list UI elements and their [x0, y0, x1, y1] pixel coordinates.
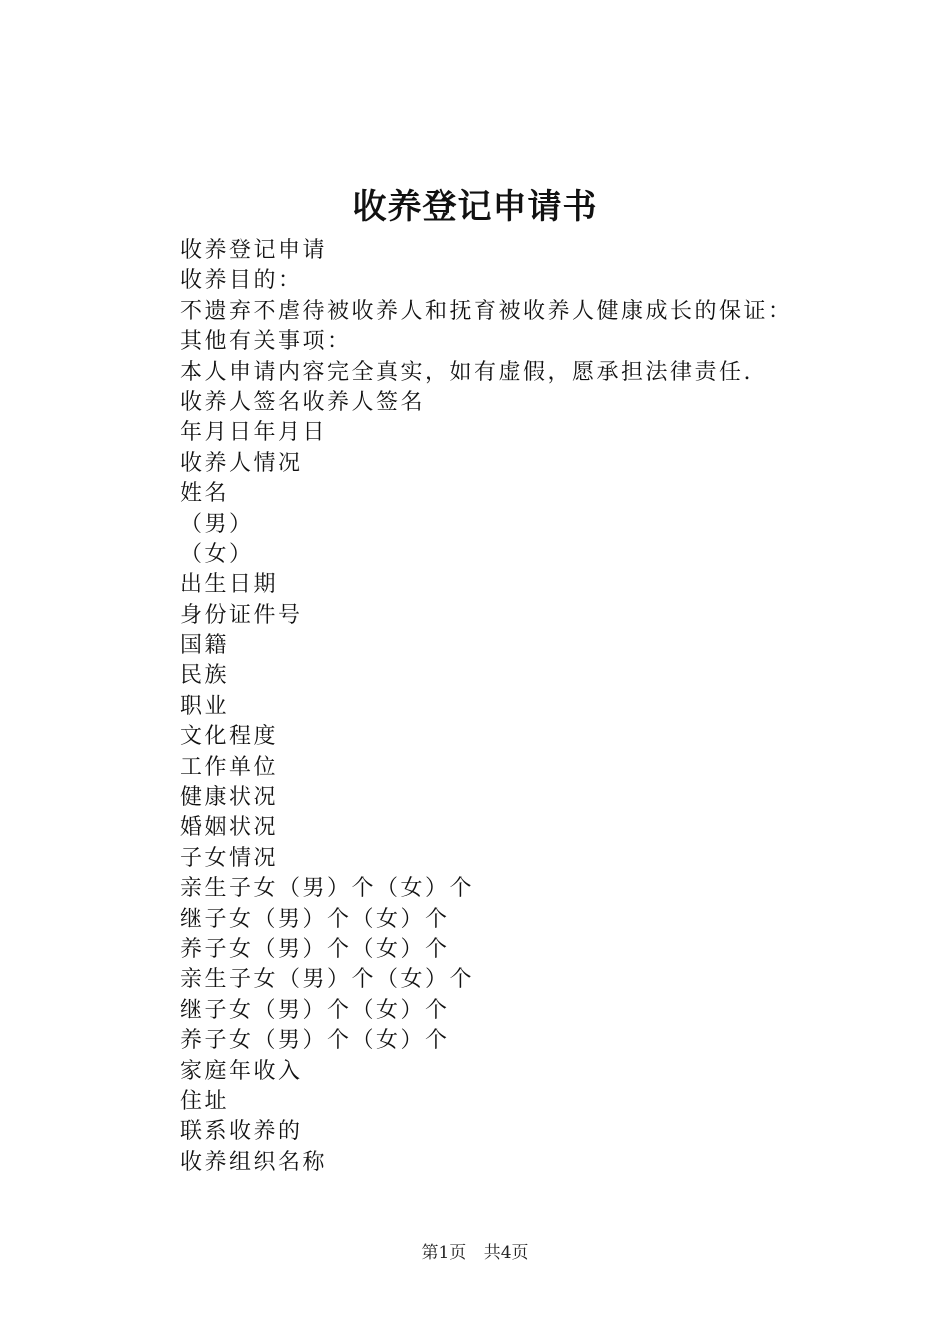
body-line: 继子女（男）个（女）个: [180, 906, 450, 932]
body-line: 收养目的：: [180, 268, 303, 294]
body-line: 年月日年月日: [180, 420, 328, 446]
body-line: 养子女（男）个（女）个: [180, 1028, 450, 1054]
body-line: 工作单位: [180, 754, 279, 780]
body-line: 婚姻状况: [180, 815, 279, 841]
body-line: 职业: [180, 693, 230, 719]
page-footer: [0, 1241, 950, 1265]
body-line: 民族: [180, 663, 230, 689]
body-line: 身份证件号: [180, 602, 303, 628]
body-line: 出生日期: [180, 572, 279, 598]
body-line: 联系收养的: [180, 1119, 303, 1145]
body-line: 收养人情况: [180, 450, 303, 476]
body-line: 收养人签名收养人签名: [180, 389, 426, 415]
body-line: 姓名: [180, 481, 230, 507]
body-line: （女）: [180, 541, 254, 567]
body-line: 住址: [180, 1088, 230, 1114]
body-line: 文化程度: [180, 724, 279, 750]
page-number: 第1页: [421, 1243, 467, 1263]
body-line: （男）: [180, 511, 254, 537]
body-line: 子女情况: [180, 845, 279, 871]
body-line: 不遗弃不虐待被收养人和抚育被收养人健康成长的保证：: [180, 298, 793, 324]
document-body: [180, 236, 880, 1178]
page-total: 共4页: [483, 1243, 529, 1263]
document-title: 收养登记申请书: [352, 187, 598, 227]
body-line: 其他有关事项：: [180, 329, 352, 355]
body-line: 家庭年收入: [180, 1058, 303, 1084]
body-line: 亲生子女（男）个（女）个: [180, 876, 475, 902]
body-line: 收养组织名称: [180, 1149, 328, 1175]
body-line: 收养登记申请: [180, 238, 328, 263]
body-line: 养子女（男）个（女）个: [180, 936, 450, 962]
body-line: 健康状况: [180, 785, 279, 811]
body-line: 亲生子女（男）个（女）个: [180, 967, 475, 993]
body-line: 本人申请内容完全真实，如有虚假，愿承担法律责任.: [180, 359, 753, 385]
body-line: 国籍: [180, 633, 230, 659]
body-line: 继子女（男）个（女）个: [180, 997, 450, 1023]
